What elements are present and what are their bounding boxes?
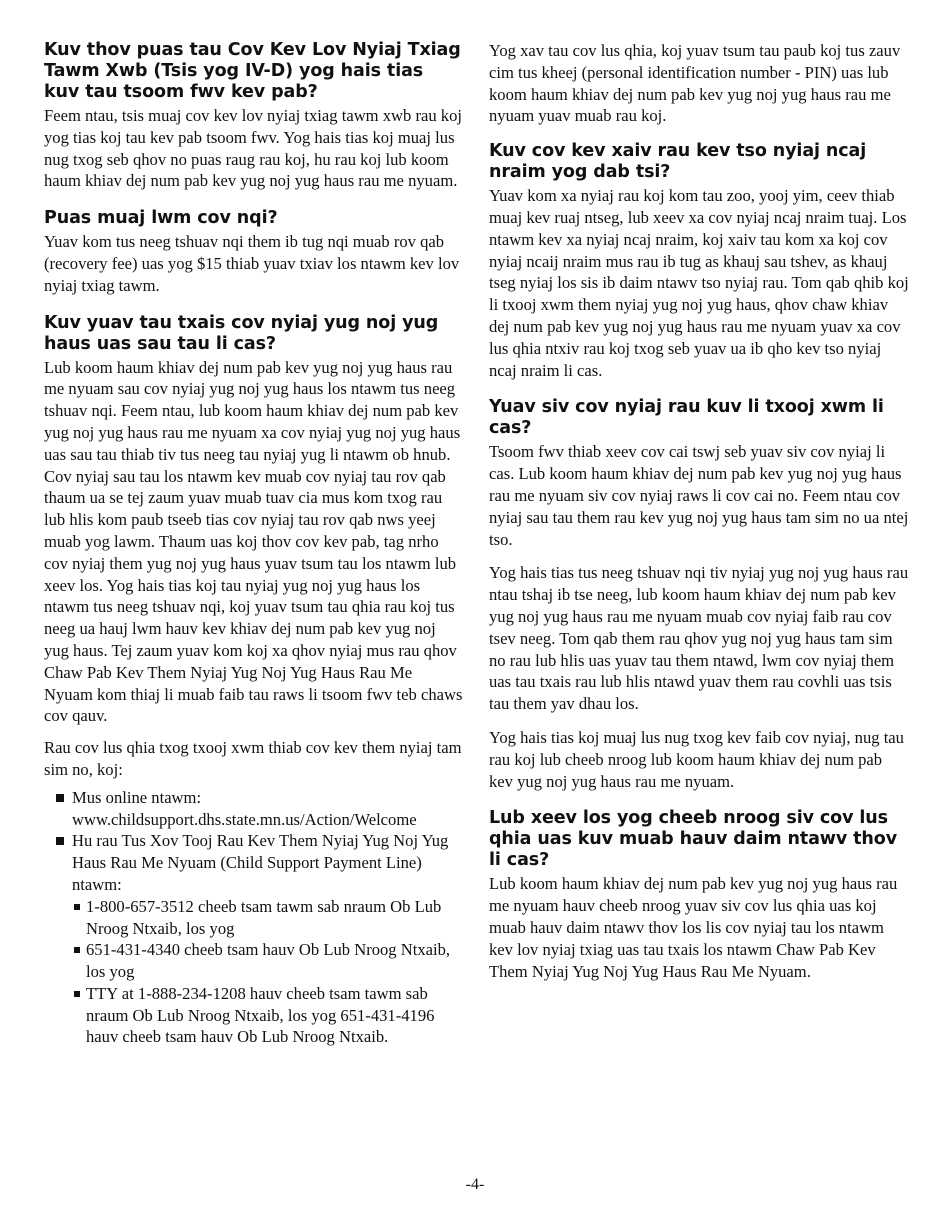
paragraph: Yog hais tias tus neeg tshuav nqi tiv nyiaj yug noj yug haus rau ntau tshaj ib tse neeg, lub koom haum khiav dej num pab kev yug noj yug haus rau me nyuam muab cov nyiaj faib rau cov tsev neeg. Tom qab them rau qhov yug noj yug haus tam sim no rau lub hlis uas yuav tau them ntawd, lwm cov nyiaj them uas tau txais rau lub hlis ntawd yuav them rau covhli uas tsis tau them yav dhau los. <box>489 563 909 714</box>
section-application-info-use <box>489 808 909 982</box>
paragraph: Yuav kom xa nyiaj rau koj kom tau zoo, yooj yim, ceev thiab muaj kev ruaj ntseg, lub xeev xa cov nyiaj ncaj nraim tuaj. Los ntawm kev xa nyiaj ncaj nraim, koj xaiv tau kom xa koj cov nyiaj ncaij nraim mus rau ib tug as khauj sau tshev, as khauj tseg nyiaj los sis ib daim ntawv tso nyiaj rau. Tom qab qhib koj li txooj xwm them nyiaj yug noj yug haus, qhov chaw khiav dej num pab kev yug noj yug haus rau me nyuam yuav xa cov lus qhia ntxiv rau koj txog seb yuav ua ib qho kev tso nyiaj ncaj nraim li cas. <box>489 186 909 380</box>
phone-list <box>72 896 464 1049</box>
paragraph: Lub koom haum khiav dej num pab kev yug noj yug haus rau me nyuam hauv cheeb nroog yuav siv cov lus qhia uas koj muab hauv daim ntawv thov los lis cov nyiaj tau los ntawm kev lov nyiaj txiag uas tau txais los ntawm Chaw Pab Kev Them Nyiaj Yug Noj Yug Haus Rau Me Nyuam. <box>489 874 898 981</box>
section-pin-info <box>489 40 909 127</box>
section-heading: Kuv cov kev xaiv rau kev tso nyiaj ncaj nraim yog dab tsi? <box>489 141 867 183</box>
paragraph: Feem ntau, tsis muaj cov kev lov nyiaj txiag tawm xwb rau koj yog tias koj tau kev pab tsoom fwv. Yog hais tias koj muaj lus nug txog seb qhov no puas raug rau koj, hu rau koj lub koom haum khiav dej num pab kev yug noj yug haus rau me nyuam. <box>44 106 462 191</box>
section-heading: Yuav siv cov nyiaj rau kuv li txooj xwm li cas? <box>489 397 884 439</box>
section-heading: Puas muaj lwm cov nqi? <box>44 208 278 229</box>
section-non-iv-d-eligibility <box>44 40 464 192</box>
section-heading: Lub xeev los yog cheeb nroog siv cov lus qhia uas kuv muab hauv daim ntawv thov li cas? <box>489 808 898 871</box>
section-heading: Kuv yuav tau txais cov nyiaj yug noj yug haus uas sau tau li cas? <box>44 312 439 354</box>
list-item: 651-431-4340 cheeb tsam hauv Ob Lub Nroog Ntxaib, los yog <box>72 939 464 983</box>
paragraph: Tsoom fwv thiab xeev cov cai tswj seb yuav siv cov nyiaj li cas. Lub koom haum khiav dej num pab kev yug noj yug haus rau me nyuam siv cov nyiaj raws li cov cai no. Feem ntau cov nyiaj sau tau them rau kev yug noj yug haus tam sim no ua ntej tso. <box>489 442 909 549</box>
section-other-fees <box>44 208 464 296</box>
list-item: 1-800-657-3512 cheeb tsam tawm sab nraum Ob Lub Nroog Ntxaib, los yog <box>72 896 464 940</box>
left-column <box>44 40 464 1064</box>
section-receiving-support <box>44 313 464 1049</box>
paragraph: Rau cov lus qhia txog txooj xwm thiab cov kev them nyiaj tam sim no, koj: <box>44 738 462 779</box>
page-number: -4- <box>465 1176 485 1193</box>
paragraph: Lub koom haum khiav dej num pab kev yug noj yug haus rau me nyuam sau cov nyiaj yug noj yug haus los ntawm tus neeg tshuav nqi. Feem ntau, lub koom haum khiav dej num pab kev yug noj yug haus rau me nyuam xa cov nyiaj yug noj yug haus uas sau tau thiab tiv tus neeg tau nyiaj yug li ntawm ob hnub. Cov nyiaj sau tau los ntawm kev muab cov nyiaj tau rov qab thaum ua se tej zaum yuav muab tuav cia mus kom txog rau lub hlis kom paub tseeb tias cov nyiaj tau rov qab nws yeej muab yog lawm. Thaum uas koj thov cov kev pab, tag nrho cov nyiaj them yug noj yug haus yuav tsum tau los ntawm lub xeev los. Yog hais tias koj tau nyiaj yug noj yug haus los ntawm tus neeg tshuav nqi, koj yuav tsum tau qhia rau koj tus neeg ua hauj lwm hauv kev khiav dej num pab kev yug noj yug haus. Tej zaum yuav kom koj xa qhov nyiaj mus rau qhov Chaw Pab Kev Them Nyiaj Yug Noj Yug Haus Rau Me Nyuam kom thiaj li muab faib tau raws li tsoom fwv teb chaws cov qauv. <box>44 357 463 726</box>
section-direct-deposit <box>489 141 909 381</box>
right-column <box>489 40 909 998</box>
paragraph: Yuav kom tus neeg tshuav nqi them ib tug nqi muab rov qab (recovery fee) uas yog $15 thiab yuav txiav los ntawm kev lov nyiaj txiag tawm. <box>44 232 460 295</box>
payment-line-text: Hu rau Tus Xov Tooj Rau Kev Them Nyiaj Yug Noj Yug Haus Rau Me Nyuam (Child Support Payment Line) ntawm: <box>72 831 449 894</box>
paragraph: Yog hais tias koj muaj lus nug txog kev faib cov nyiaj, nug tau rau koj lub cheeb nroog lub koom haum khiav dej num pab kev yug noj yug haus rau me nyuam. <box>489 727 904 791</box>
contact-list <box>44 787 464 1049</box>
list-item: TTY at 1-888-234-1208 hauv cheeb tsam tawm sab nraum Ob Lub Nroog Ntxaib, los yog 651-431-4196 hauv cheeb tsam hauv Ob Lub Nroog Ntxaib. <box>72 983 464 1048</box>
list-item <box>54 787 464 831</box>
section-heading: Kuv thov puas tau Cov Kev Lov Nyiaj Txiag Tawm Xwb (Tsis yog IV-D) yog hais tias kuv tau tsoom fwv kev pab? <box>44 40 461 102</box>
list-item <box>54 830 464 1048</box>
website-text: Mus online ntawm: www.childsupport.dhs.state.mn.us/Action/Welcome <box>72 787 417 829</box>
paragraph: Yog xav tau cov lus qhia, koj yuav tsum tau paub koj tus zauv cim tus kheej (personal identification number - PIN) uas lub koom haum khiav dej num pab kev yug noj yug haus rau me nyuam yuav muab rau koj. <box>489 41 901 126</box>
section-payment-application <box>489 397 909 792</box>
